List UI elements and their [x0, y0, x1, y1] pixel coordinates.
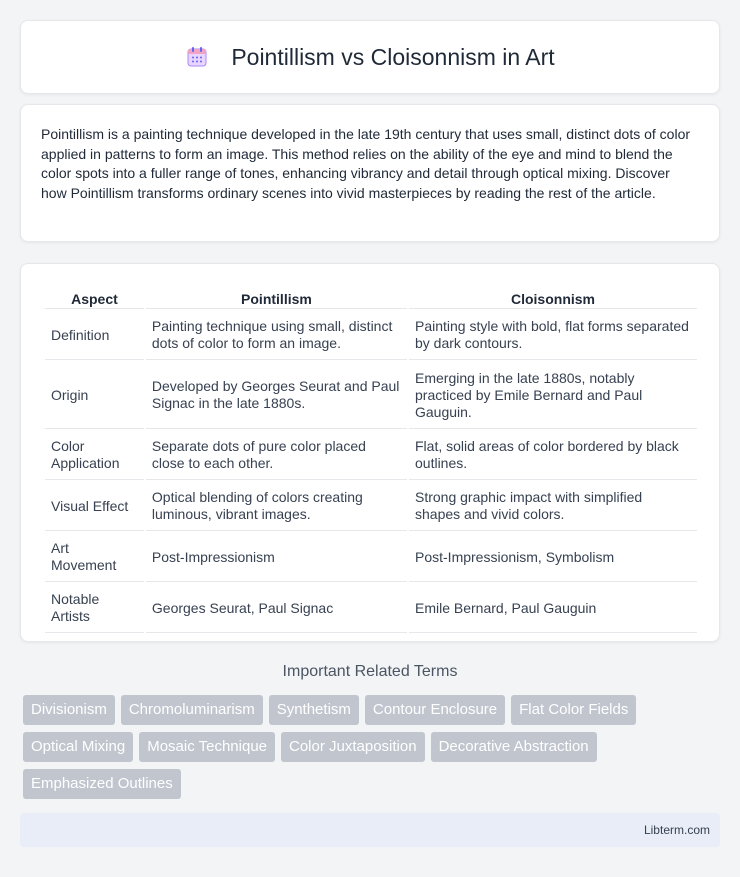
cloisonnism-cell: Post-Impressionism, Symbolism [409, 533, 697, 582]
related-term-tag[interactable]: Emphasized Outlines [23, 769, 181, 799]
intro-text: Pointillism is a painting technique developed in the late 19th century that uses small, distinct dots of color applied in patterns to form an image. This method relies on the ability of the eye and mind to blend the color spots into a fuller range of tones, enhancing vibrancy and detail through optical mixing. Discover how Pointillism transforms ordinary scenes into vivid masterpieces by reading the rest of the article. [41, 126, 691, 201]
header-pointillism: Pointillism [146, 286, 407, 309]
cloisonnism-cell: Painting style with bold, flat forms separated by dark contours. [409, 311, 697, 360]
related-term-tag[interactable]: Color Juxtaposition [281, 732, 425, 762]
pointillism-cell: Developed by Georges Seurat and Paul Signac in the late 1880s. [146, 362, 407, 429]
pointillism-cell: Separate dots of pure color placed close to each other. [146, 431, 407, 480]
related-term-tag[interactable]: Synthetism [269, 695, 359, 725]
table-row [45, 311, 697, 360]
pointillism-cell: Post-Impressionism [146, 533, 407, 582]
table-row [45, 533, 697, 582]
table-row [45, 584, 697, 633]
page-title: Pointillism vs Cloisonnism in Art [231, 43, 555, 70]
pointillism-cell: Painting technique using small, distinct dots of color to form an image. [146, 311, 407, 360]
cloisonnism-cell: Flat, solid areas of color bordered by black outlines. [409, 431, 697, 480]
related-terms-list [23, 695, 723, 806]
cloisonnism-cell: Emile Bernard, Paul Gauguin [409, 584, 697, 633]
aspect-cell: Definition [45, 311, 144, 360]
related-term-tag[interactable]: Optical Mixing [23, 732, 133, 762]
related-term-tag[interactable]: Flat Color Fields [511, 695, 636, 725]
table-header-row [45, 286, 697, 309]
table-row [45, 482, 697, 531]
table-row [45, 431, 697, 480]
aspect-cell: Origin [45, 362, 144, 429]
table-row [45, 362, 697, 429]
aspect-cell: Art Movement [45, 533, 144, 582]
cloisonnism-cell: Strong graphic impact with simplified shapes and vivid colors. [409, 482, 697, 531]
related-term-tag[interactable]: Chromoluminarism [121, 695, 263, 725]
pointillism-cell: Georges Seurat, Paul Signac [146, 584, 407, 633]
aspect-cell: Notable Artists [45, 584, 144, 633]
comparison-card [20, 263, 720, 642]
intro-card [20, 104, 720, 242]
pointillism-cell: Optical blending of colors creating luminous, vibrant images. [146, 482, 407, 531]
related-term-tag[interactable]: Contour Enclosure [365, 695, 505, 725]
header-aspect: Aspect [45, 286, 144, 309]
related-terms-title: Important Related Terms [282, 663, 458, 680]
related-term-tag[interactable]: Decorative Abstraction [431, 732, 597, 762]
footer-site-link[interactable]: Libterm.com [643, 823, 710, 837]
cloisonnism-cell: Emerging in the late 1880s, notably practiced by Emile Bernard and Paul Gauguin. [409, 362, 697, 429]
comparison-table [43, 284, 699, 635]
header-cloisonnism: Cloisonnism [409, 286, 697, 309]
title-card [20, 20, 720, 94]
aspect-cell: Color Application [45, 431, 144, 480]
aspect-cell: Visual Effect [45, 482, 144, 531]
related-term-tag[interactable]: Mosaic Technique [139, 732, 275, 762]
related-term-tag[interactable]: Divisionism [23, 695, 115, 725]
calendar-icon [185, 45, 209, 69]
footer [20, 813, 720, 847]
